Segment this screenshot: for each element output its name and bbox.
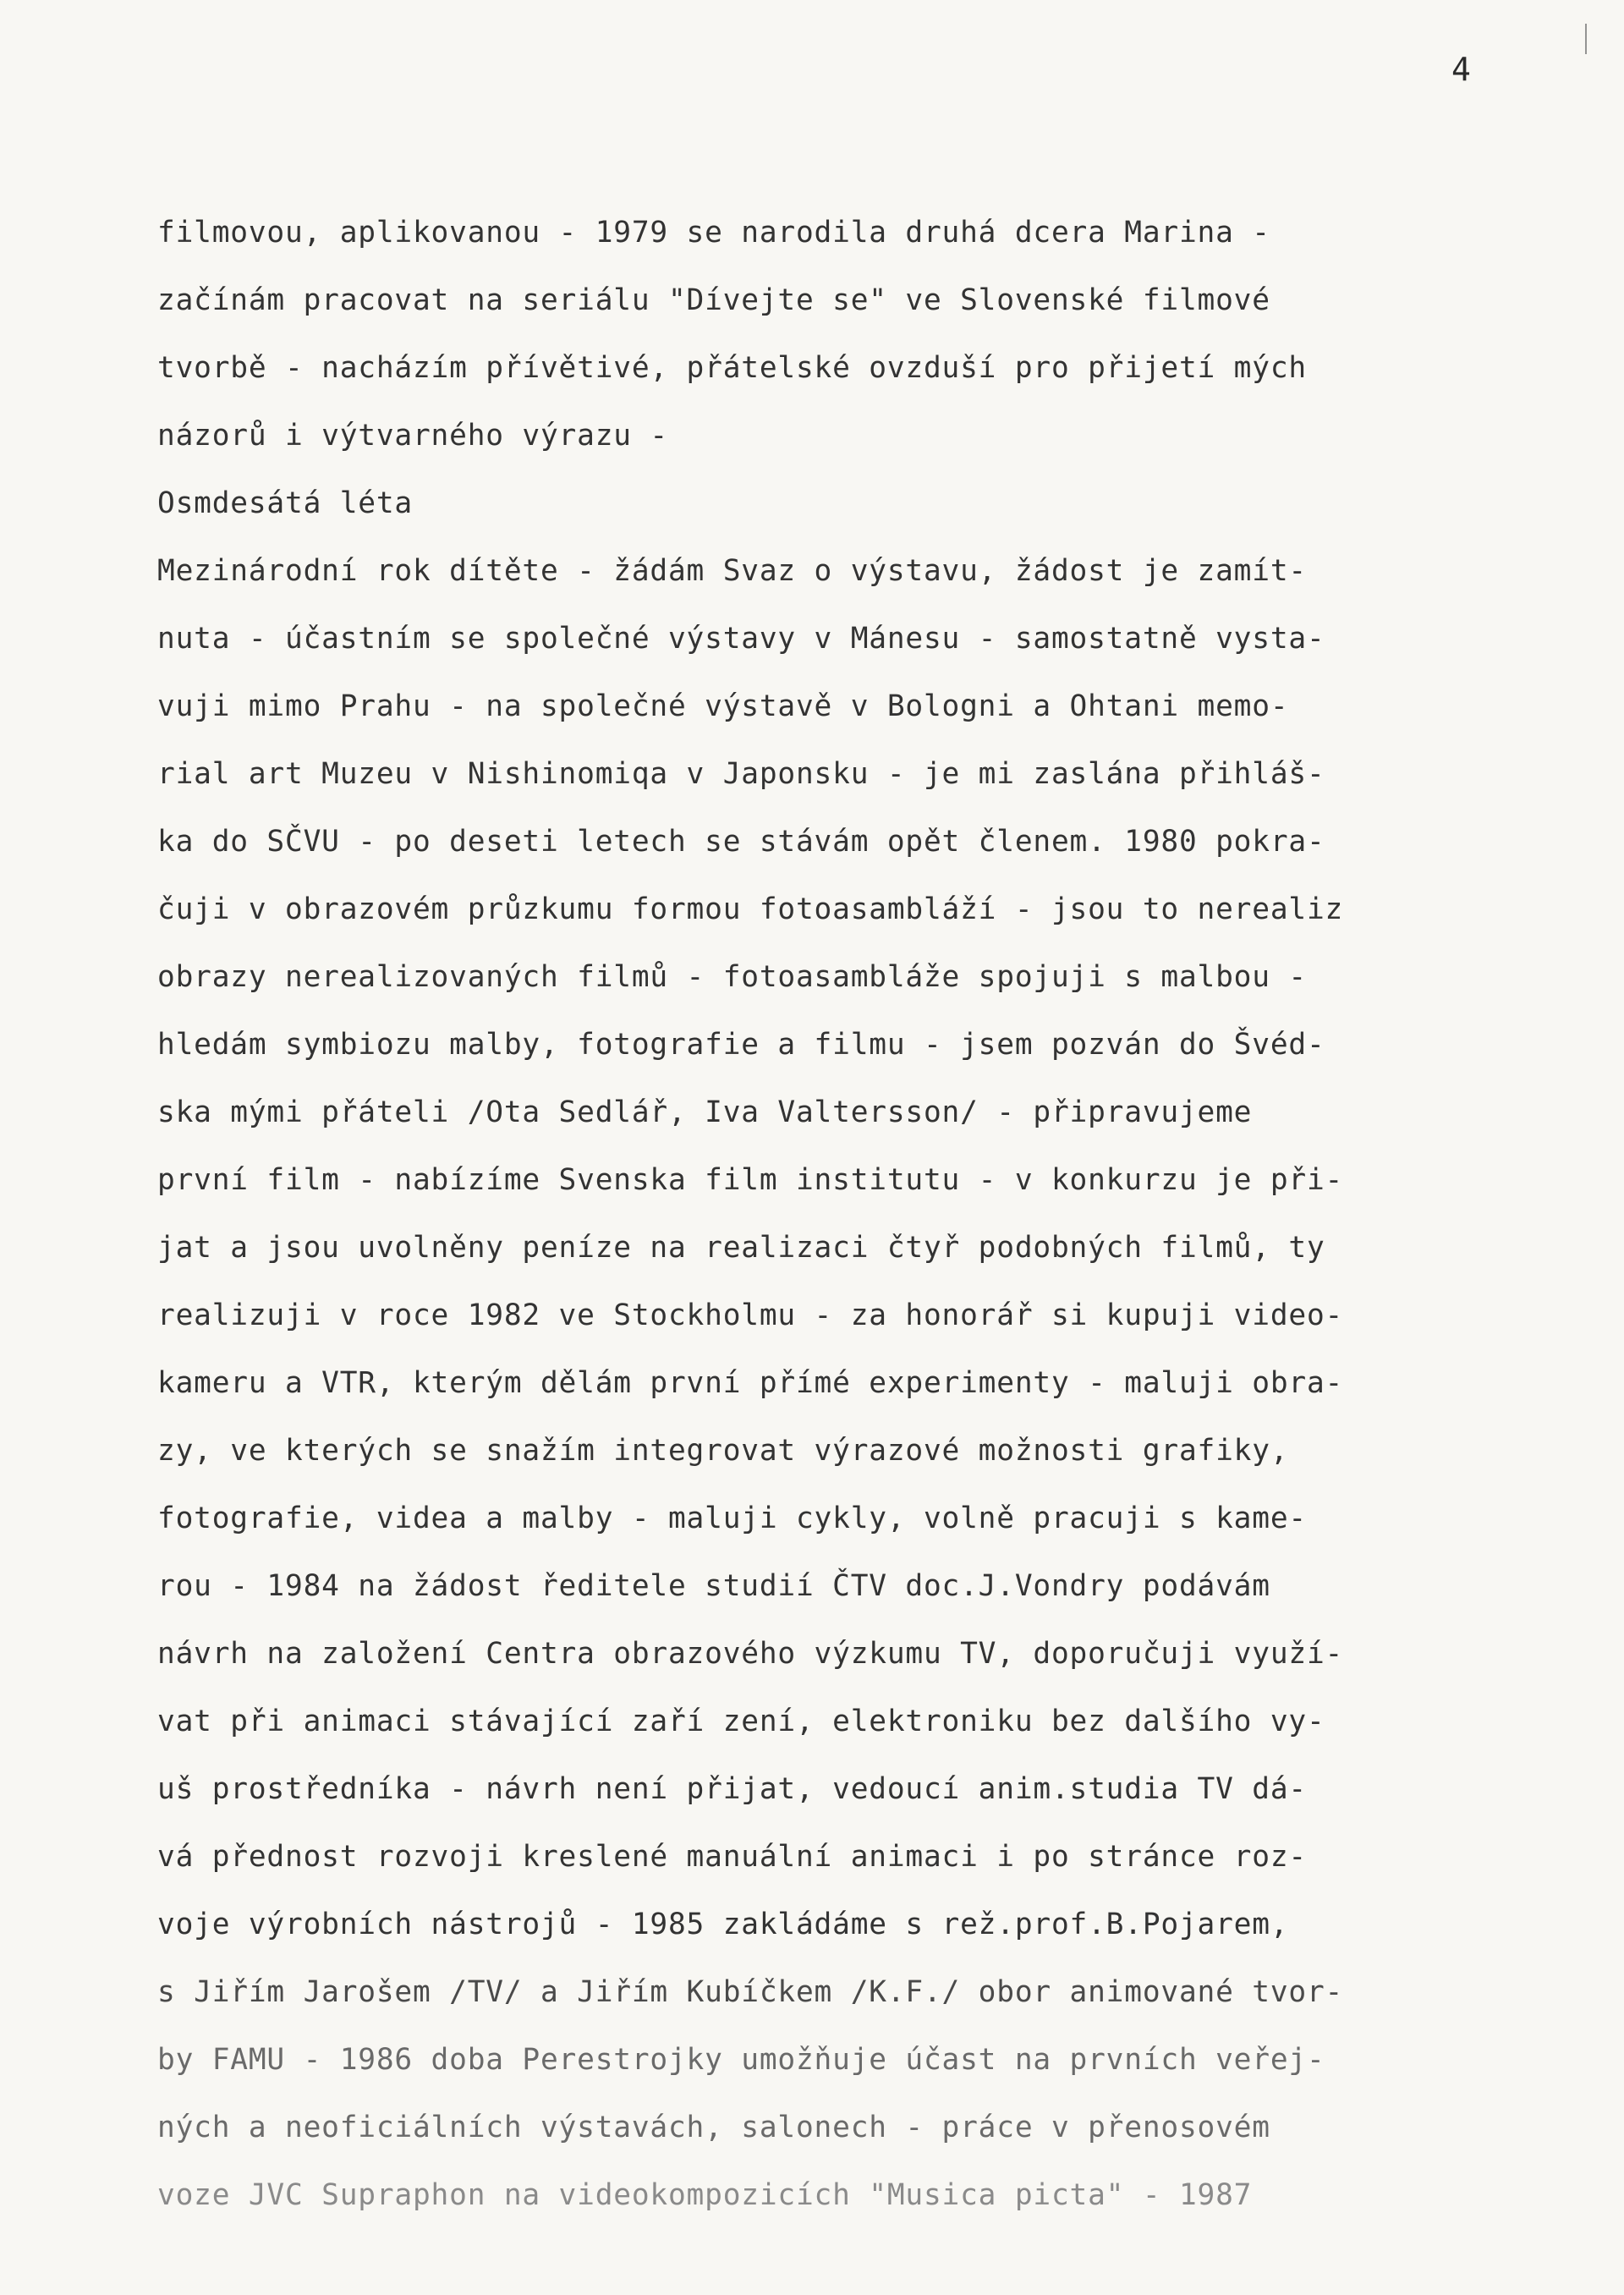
text-line: nuta - účastním se společné výstavy v Mánesu - samostatně vysta-	[157, 622, 1325, 656]
text-line: kameru a VTR, kterým dělám první přímé experimenty - maluji obra-	[157, 1366, 1344, 1400]
text-line: Mezinárodní rok dítěte - žádám Svaz o výstavu, žádost je zamít-	[157, 554, 1307, 588]
text-line: voje výrobních nástrojů - 1985 zakládáme s rež.prof.B.Pojarem,	[157, 1908, 1289, 1941]
text-line: by FAMU - 1986 doba Perestrojky umožňuje účast na prvních veřej-	[157, 2043, 1325, 2077]
text-line: obrazy nerealizovaných filmů - fotoasambláže spojuji s malbou -	[157, 960, 1307, 994]
text-line: ska mými přáteli /Ota Sedlář, Iva Valtersson/ - připravujeme	[157, 1095, 1253, 1129]
text-line: ných a neoficiálních výstavách, salonech - práce v přenosovém	[157, 2111, 1270, 2144]
text-line: vuji mimo Prahu - na společné výstavě v Bologni a Ohtani memo-	[157, 689, 1289, 723]
text-line: hledám symbiozu malby, fotografie a filmu - jsem pozván do Švéd-	[157, 1028, 1325, 1062]
text-line: začínám pracovat na seriálu "Dívejte se" ve Slovenské filmové	[157, 283, 1270, 317]
text-line: s Jiřím Jarošem /TV/ a Jiřím Kubíčkem /K.F./ obor animované tvor-	[157, 1975, 1344, 2009]
text-line: realizuji v roce 1982 ve Stockholmu - za honorář si kupuji video-	[157, 1298, 1344, 1332]
text-line: návrh na založení Centra obrazového výzkumu TV, doporučuji využí-	[157, 1637, 1344, 1671]
text-line: voze JVC Supraphon na videokompozicích "Musica picta" - 1987	[157, 2178, 1253, 2212]
text-line: fotografie, videa a malby - maluji cykly, volně pracuji s kame-	[157, 1502, 1307, 1535]
text-line: tvorbě - nacházím přívětivé, přátelské ovzduší pro přijetí mých	[157, 351, 1307, 385]
text-line: filmovou, aplikovanou - 1979 se narodila druhá dcera Marina -	[157, 216, 1270, 250]
text-line: jat a jsou uvolněny peníze na realizaci čtyř podobných filmů, ty	[157, 1231, 1325, 1265]
section-heading: Osmdesátá léta	[157, 486, 413, 520]
text-line: rou - 1984 na žádost ředitele studií ČTV doc.J.Vondry podávám	[157, 1569, 1270, 1603]
page-number: 4	[1451, 51, 1471, 88]
text-line: názorů i výtvarného výrazu -	[157, 419, 668, 453]
text-line: ka do SČVU - po deseti letech se stávám opět členem. 1980 pokra-	[157, 825, 1325, 859]
text-line: čuji v obrazovém průzkumu formou fotoasambláží - jsou to nerealiz	[157, 892, 1344, 926]
text-line: uš prostředníka - návrh není přijat, vedoucí anim.studia TV dá-	[157, 1772, 1307, 1806]
text-line: vá přednost rozvoji kreslené manuální animaci i po stránce roz-	[157, 1840, 1307, 1874]
text-line: rial art Muzeu v Nishinomiqa v Japonsku - je mi zaslána přihláš-	[157, 757, 1325, 791]
text-line: vat při animaci stávající zaří zení, elektroniku bez dalšího vy-	[157, 1705, 1325, 1738]
text-line: první film - nabízíme Svenska film institutu - v konkurzu je při-	[157, 1163, 1344, 1197]
text-line: zy, ve kterých se snažím integrovat výrazové možnosti grafiky,	[157, 1434, 1289, 1468]
